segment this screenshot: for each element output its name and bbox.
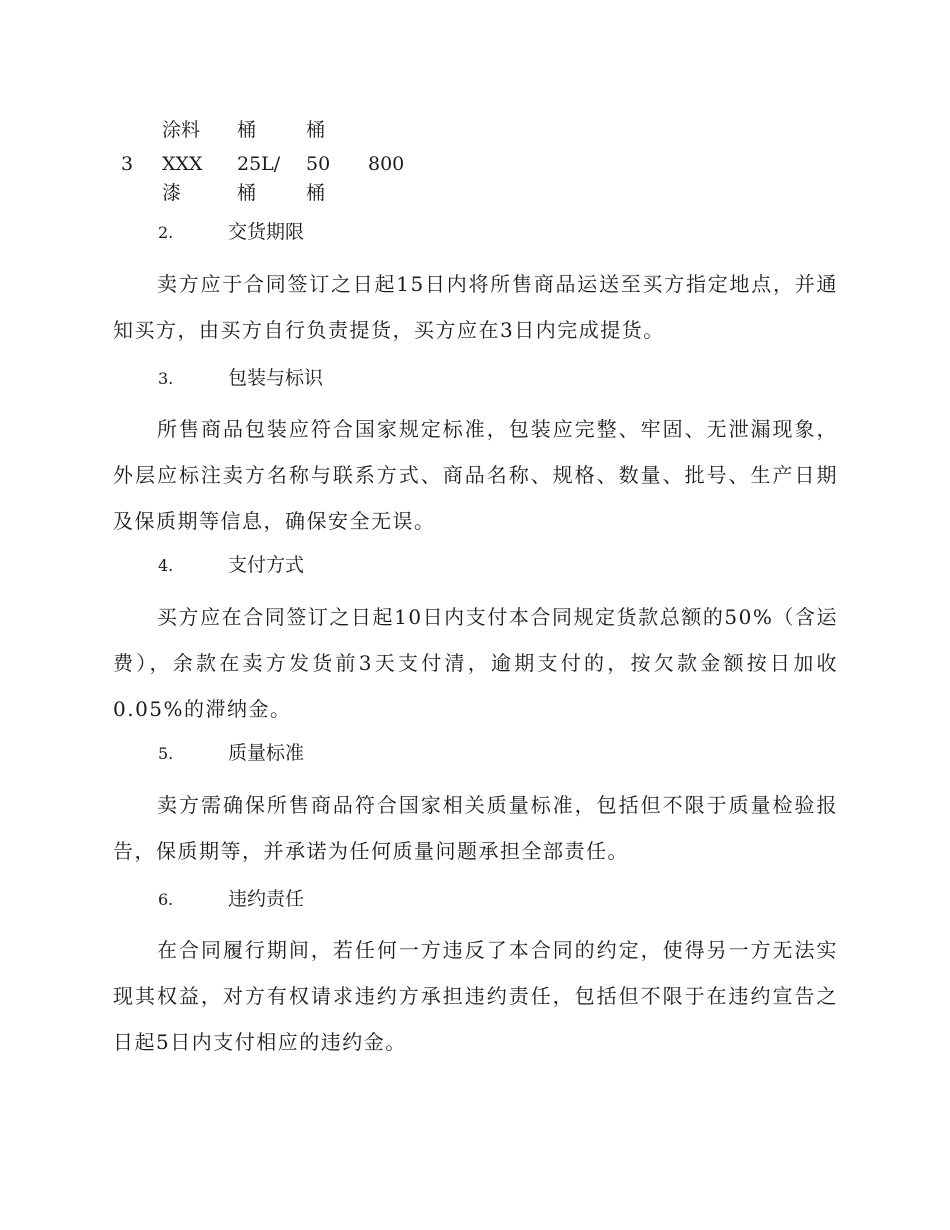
section-number: 6. [158, 890, 174, 909]
table-cell-product: XXX [162, 153, 203, 175]
section-heading-delivery [158, 219, 304, 246]
section-title: 支付方式 [228, 554, 305, 576]
section-number: 2. [158, 223, 174, 242]
section-heading-quality [158, 740, 304, 767]
section-body-packaging: 所售商品包装应符合国家规定标准，包装应完整、牢固、无泄漏现象，外层应标注卖方名称与联系方式、商品名称、规格、数量、批号、生产日期及保质期等信息，确保安全无误。 [113, 417, 838, 533]
section-body-breach: 在合同履行期间，若任何一方违反了本合同的约定，使得另一方无法实现其权益，对方有权请求违约方承担违约责任，包括但不限于在违约宣告之日起5日内支付相应的违约金。 [113, 938, 838, 1054]
section-heading-breach [158, 886, 304, 913]
table-cell-spec: 25L/ [237, 153, 281, 175]
section-title: 质量标准 [228, 742, 305, 764]
table-cell-spec-top: 桶 [237, 119, 257, 141]
table-cell-index: 3 [121, 153, 134, 175]
section-body-payment: 买方应在合同签订之日起10日内支付本合同规定货款总额的50%（含运费），余款在卖方发货前3天支付清，逾期支付的，按欠款金额按日加收0.05%的滞纳金。 [113, 605, 838, 721]
section-body-delivery: 卖方应于合同签订之日起15日内将所售商品运送至买方指定地点，并通知买方，由买方自行负责提货，买方应在3日内完成提货。 [113, 272, 838, 342]
section-title: 交货期限 [228, 221, 305, 243]
section-title: 包装与标识 [228, 367, 324, 389]
table-cell-qty-bottom: 桶 [306, 182, 326, 204]
table-cell-qty-top: 桶 [306, 119, 326, 141]
table-cell-product-top: 涂料 [162, 119, 201, 141]
section-heading-packaging [158, 365, 323, 392]
section-number: 4. [158, 556, 174, 575]
section-heading-payment [158, 552, 304, 579]
section-number: 5. [158, 744, 174, 763]
section-number: 3. [158, 369, 174, 388]
table-cell-price: 800 [368, 153, 405, 175]
section-body-quality: 卖方需确保所售商品符合国家相关质量标准，包括但不限于质量检验报告，保质期等，并承诺为任何质量问题承担全部责任。 [113, 793, 838, 863]
table-cell-product-bottom: 漆 [162, 182, 182, 204]
table-cell-spec-bottom: 桶 [237, 182, 257, 204]
section-title: 违约责任 [228, 888, 305, 910]
table-cell-quantity: 50 [306, 153, 331, 175]
